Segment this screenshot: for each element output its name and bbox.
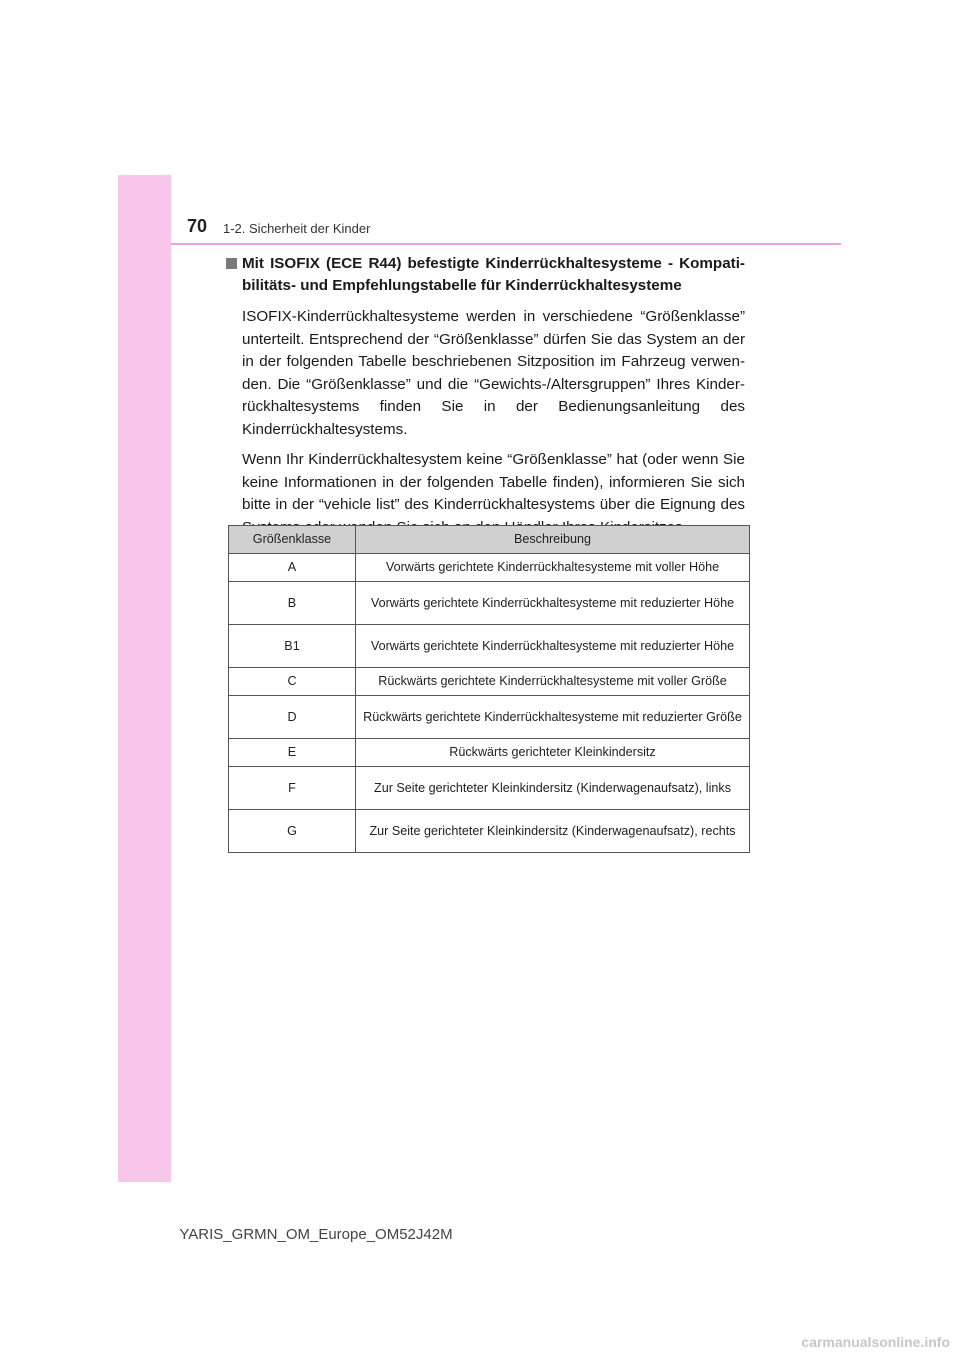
size-class-cell: D [229, 696, 356, 739]
watermark: carmanualsonline.info [801, 1334, 950, 1350]
description-cell: Vorwärts gerichtete Kinderrückhaltesysteme mit voller Höhe [356, 554, 750, 582]
table-row [229, 739, 750, 767]
description-cell: Vorwärts gerichtete Kinderrückhaltesysteme mit reduzierter Höhe [356, 625, 750, 668]
size-class-cell: B [229, 582, 356, 625]
footer-doc-id-text: YARIS_GRMN_OM_Europe_OM52J42M [179, 1226, 453, 1243]
description-cell: Rückwärts gerichteter Kleinkindersitz [356, 739, 750, 767]
section-heading: Mit ISOFIX (ECE R44) befestigte Kinderrückhaltesysteme - Kompati-bilitäts- und Empfehlungstabelle für Kinderrückhaltesysteme [242, 255, 745, 294]
size-class-cell: C [229, 668, 356, 696]
table-header-row [229, 526, 750, 554]
size-class-cell: F [229, 767, 356, 810]
table-row [229, 625, 750, 668]
footer-doc-id [0, 1226, 960, 1243]
section-title: 1-2. Sicherheit der Kinder [223, 221, 371, 236]
size-class-cell: A [229, 554, 356, 582]
description-cell: Vorwärts gerichtete Kinderrückhaltesysteme mit reduzierter Höhe [356, 582, 750, 625]
main-content [242, 253, 745, 547]
column-header-size-class: Größenklasse [229, 526, 356, 554]
description-cell: Zur Seite gerichteter Kleinkindersitz (Kinderwagenaufsatz), rechts [356, 810, 750, 853]
description-cell: Zur Seite gerichteter Kleinkindersitz (Kinderwagenaufsatz), links [356, 767, 750, 810]
header-divider [171, 243, 841, 245]
table-row [229, 554, 750, 582]
table-row [229, 767, 750, 810]
size-class-table [228, 525, 750, 853]
size-class-cell: G [229, 810, 356, 853]
table-row [229, 810, 750, 853]
table-row [229, 582, 750, 625]
table-row [229, 668, 750, 696]
description-cell: Rückwärts gerichtete Kinderrückhaltesysteme mit reduzierter Größe [356, 696, 750, 739]
table-row [229, 696, 750, 739]
paragraph-1: ISOFIX-Kinderrückhaltesysteme werden in verschiedene “Größenklasse” unterteilt. Entsprechend der “Größenklasse” dürfen Sie das System an der in der folgenden Tabelle beschriebenen Sitzposition im Fahrzeug verwen-den. Die “Größenklasse” und die “Gewichts-/Altersgruppen” Ihres Kinder-rückhaltesystems finden Sie in der Bedienungsanleitung des Kinderrückhaltesystems. [242, 308, 745, 438]
square-bullet-icon [226, 258, 237, 269]
size-class-cell: E [229, 739, 356, 767]
size-class-cell: B1 [229, 625, 356, 668]
column-header-description: Beschreibung [356, 526, 750, 554]
side-color-band [118, 175, 171, 1182]
paragraph-2: Wenn Ihr Kinderrückhaltesystem keine “Größenklasse” hat (oder wenn Sie keine Informationen in der folgenden Tabelle finden), informieren Sie sich bitte in der “vehicle list” des Kinderrückhaltesystems über die Eignung des [242, 451, 745, 513]
page-number: 70 [187, 216, 208, 236]
description-cell: Rückwärts gerichtete Kinderrückhaltesysteme mit voller Größe [356, 668, 750, 696]
